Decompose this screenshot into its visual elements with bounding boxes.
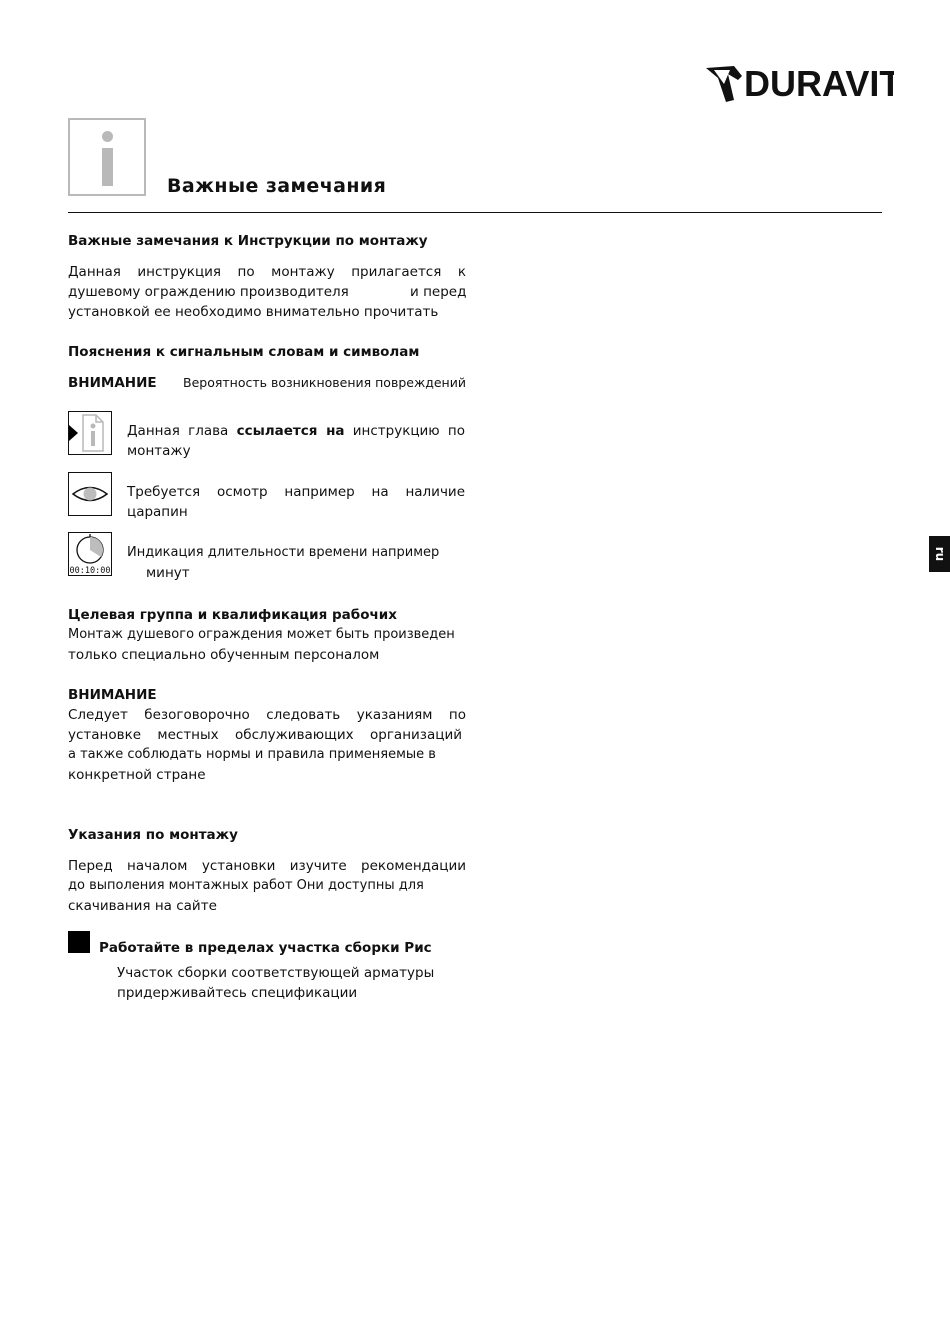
install-notes-line3: установкой ее необходимо внимательно прочитать xyxy=(68,304,439,320)
symbol-info-line2: монтажу xyxy=(127,443,191,459)
eye-icon xyxy=(68,472,112,516)
duravit-logo xyxy=(704,62,894,106)
symbol-time-line1: Индикация длительности времени например xyxy=(127,545,440,560)
svg-text:DURAVIT: DURAVIT xyxy=(744,63,894,104)
attention-text: Вероятность возникновения повреждений xyxy=(183,375,466,390)
target-heading: Целевая группа и квалификация рабочих xyxy=(68,607,397,623)
assembly-line2: до выполения монтажных работ Они доступны для xyxy=(68,878,424,893)
symbol-info-line1: Данная глава ссылается на инструкцию по xyxy=(127,423,465,439)
symbol-eye-line2: царапин xyxy=(127,504,188,520)
install-notes-line1: Данная инструкция по монтажу прилагается к xyxy=(68,264,466,280)
step-bullet xyxy=(68,931,90,953)
step-line1: Участок сборки соответствующей арматуры xyxy=(117,965,435,981)
attention-label: ВНИМАНИЕ xyxy=(68,375,157,391)
svg-text:00:10:00: 00:10:00 xyxy=(69,566,111,575)
stopwatch-icon xyxy=(68,532,112,576)
page-title: Важные замечания xyxy=(167,175,387,197)
signals-heading: Пояснения к сигнальным словам и символам xyxy=(68,344,420,360)
install-notes-line2-end: и перед xyxy=(410,284,467,300)
install-notes-line2: душевому ограждению производителя xyxy=(68,284,349,300)
step-title: Работайте в пределах участка сборки Рис xyxy=(99,940,432,956)
attention-line3: а также соблюдать нормы и правила применяемые в xyxy=(68,747,436,762)
attention-line2: установке местных обслуживающих организаций xyxy=(68,727,462,743)
attention-line4: конкретной стране xyxy=(68,767,206,783)
symbol-eye-line1: Требуется осмотр например на наличие xyxy=(127,484,465,500)
install-notes-heading: Важные замечания к Инструкции по монтажу xyxy=(68,233,428,249)
info-document-icon xyxy=(68,411,112,455)
info-icon xyxy=(68,118,146,196)
language-tab: ru xyxy=(929,536,950,572)
target-line2: только специально обученным персоналом xyxy=(68,647,380,663)
symbol-time-line2: минут xyxy=(146,565,190,581)
target-line1: Монтаж душевого ограждения может быть произведен xyxy=(68,627,455,642)
attention-line1: Следует безоговорочно следовать указаниям по xyxy=(68,707,466,723)
attention-heading: ВНИМАНИЕ xyxy=(68,687,157,703)
assembly-heading: Указания по монтажу xyxy=(68,827,238,843)
assembly-line3: скачивания на сайте xyxy=(68,898,217,914)
title-divider xyxy=(68,212,882,213)
assembly-line1: Перед началом установки изучите рекомендации xyxy=(68,858,466,874)
step-line2: придерживайтесь спецификации xyxy=(117,985,358,1001)
